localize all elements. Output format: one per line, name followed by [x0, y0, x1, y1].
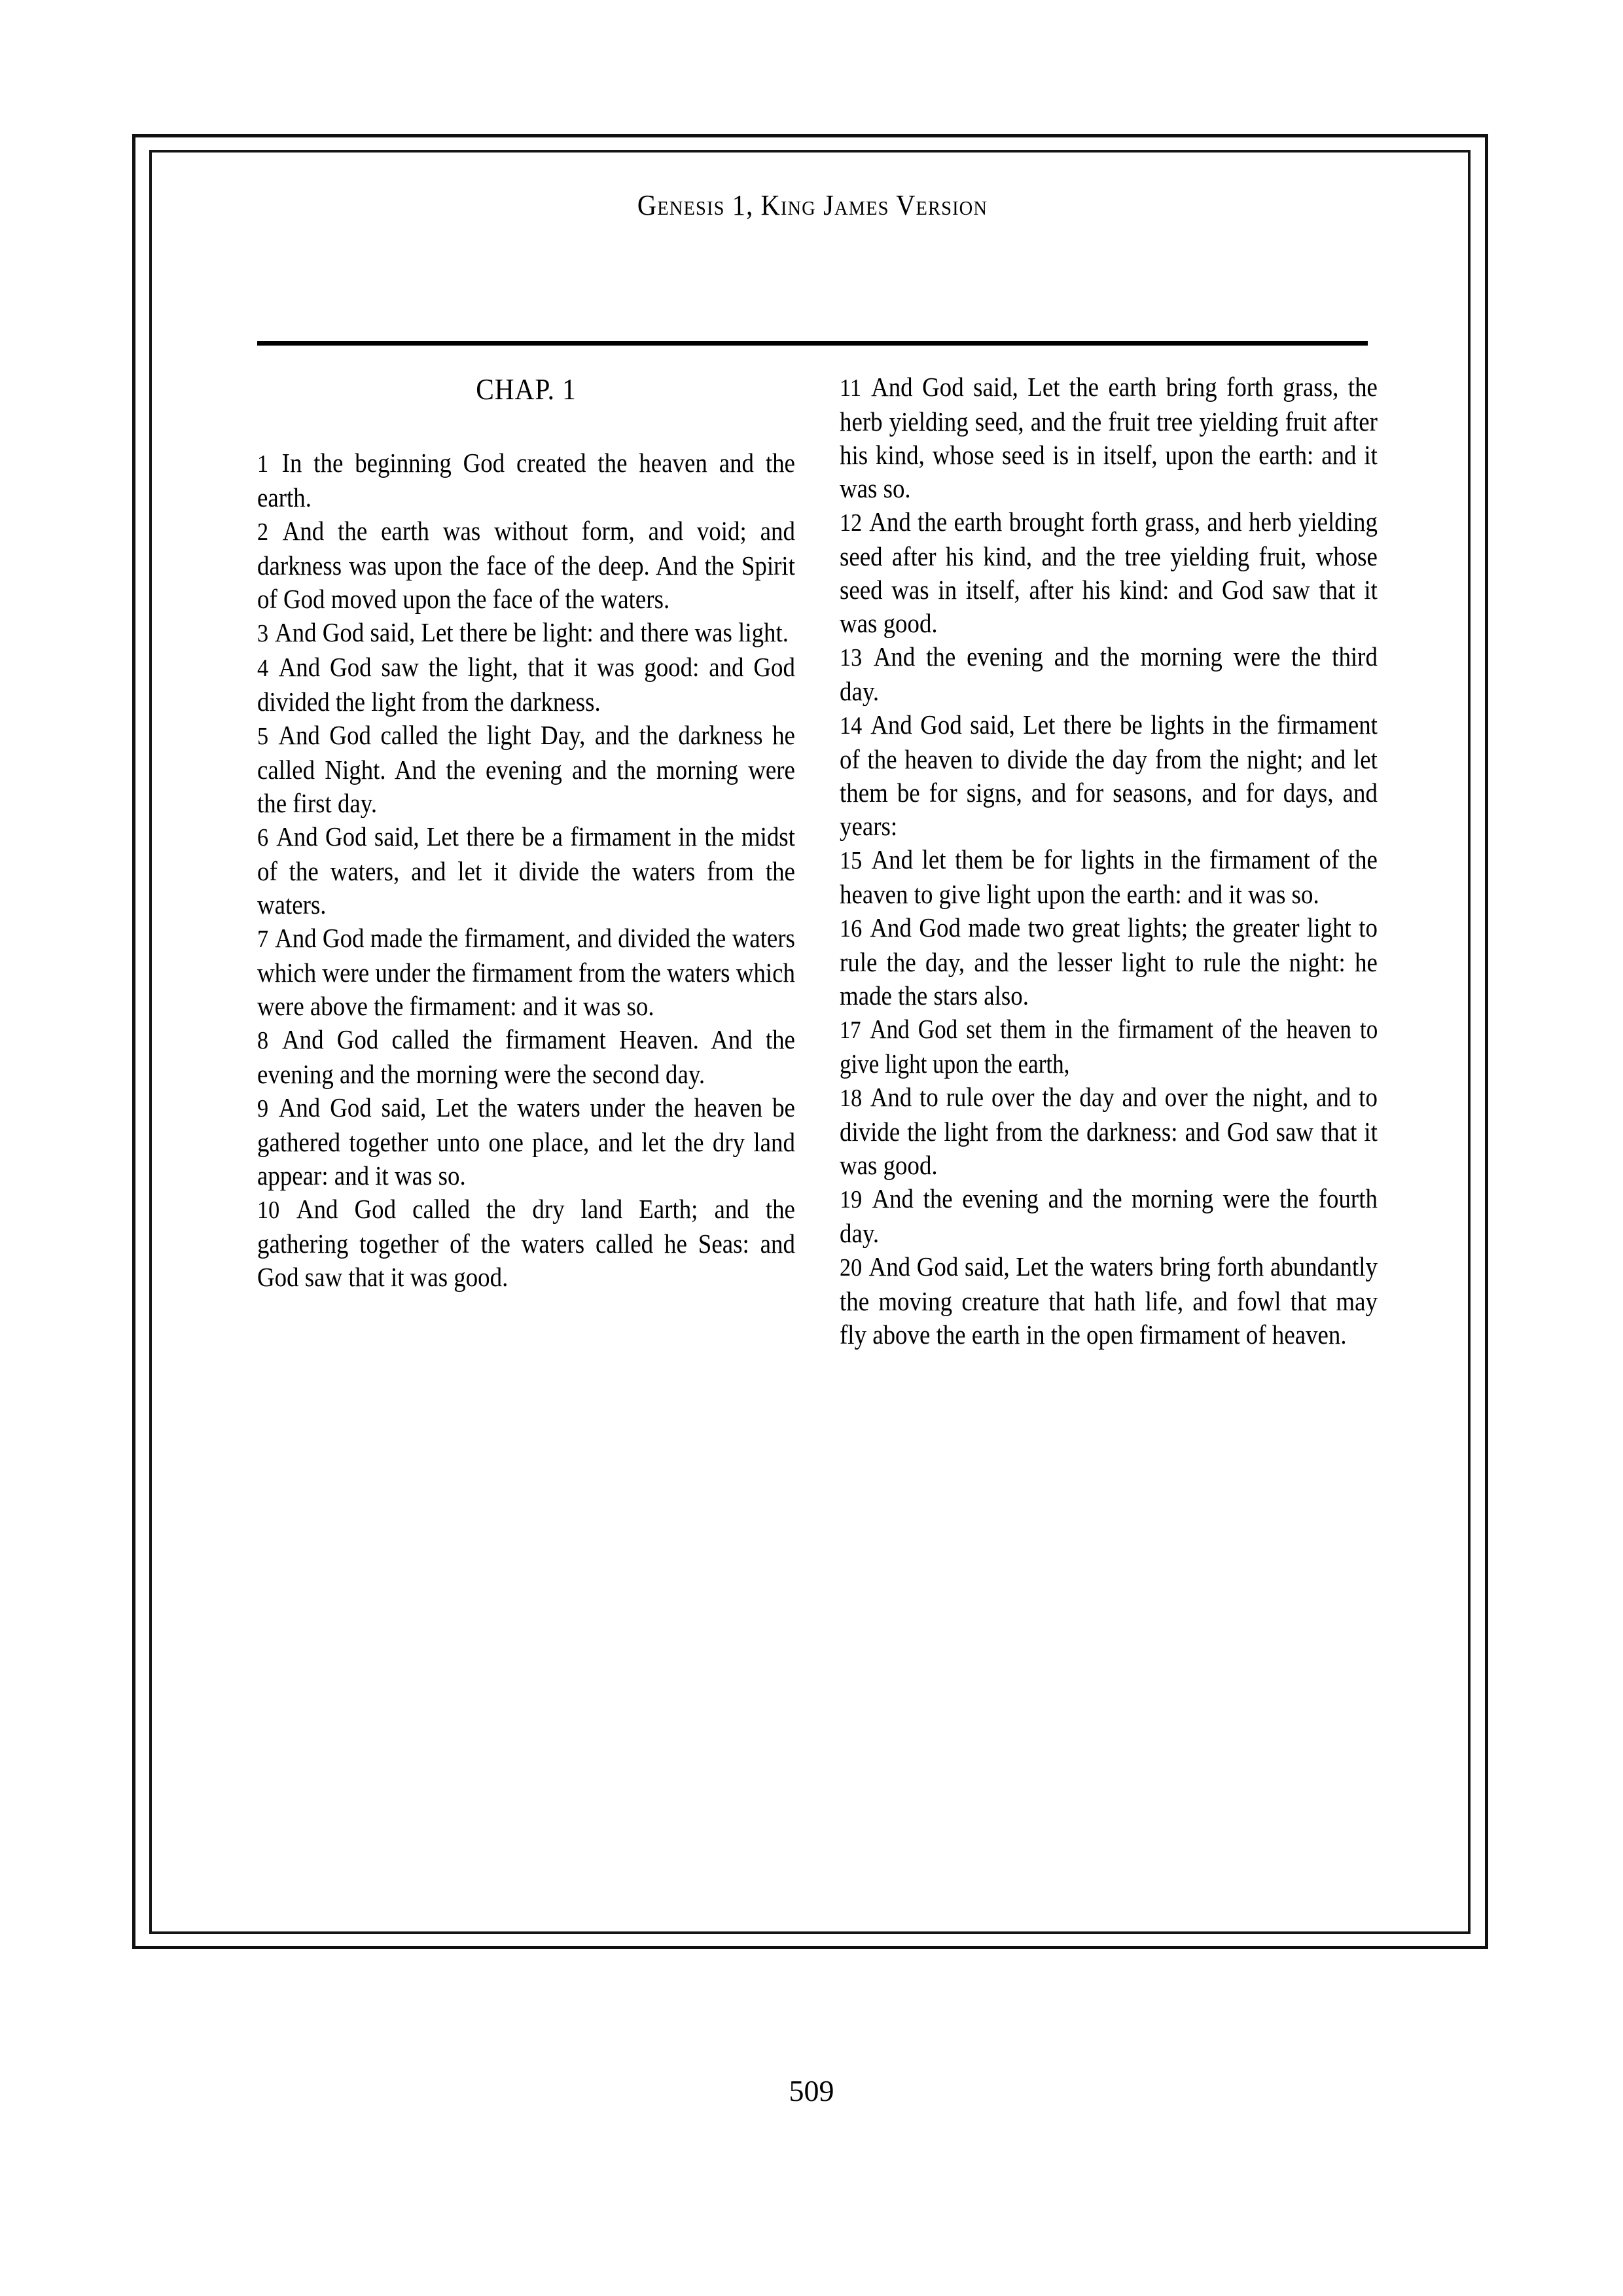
verse-number: 12 [840, 509, 863, 537]
verse-text: And the evening and the morning were the third day. [840, 641, 1378, 706]
verse-paragraph [257, 514, 795, 616]
verse-number: 19 [840, 1186, 863, 1213]
verse-text: And God said, Let the earth bring forth grass, the herb yielding seed, and the fruit tree yielding fruit after his kind, whose seed is in itself, upon the earth: and it was so. [840, 372, 1378, 503]
verse-number: 15 [840, 847, 863, 874]
verse-paragraph [840, 640, 1378, 708]
chapter-heading: CHAP. 1 [476, 372, 577, 406]
verse-paragraph [257, 446, 795, 514]
verse-number: 3 [257, 620, 269, 647]
verse-paragraph [257, 1193, 795, 1294]
column-right [840, 370, 1378, 1352]
verse-text: And God called the light Day, and the darkness he called Night. And the evening and the morning were the first day. [257, 720, 795, 818]
verse-text: And to rule over the day and over the night, and to divide the light from the darkness: and God saw that it was good. [840, 1082, 1378, 1180]
header-rule [257, 341, 1368, 346]
verse-number: 14 [840, 712, 863, 740]
verse-paragraph [840, 911, 1378, 1013]
verse-paragraph [840, 1182, 1378, 1250]
verse-number: 16 [840, 915, 863, 942]
verse-number: 9 [257, 1095, 269, 1122]
verse-list-left [257, 446, 795, 1294]
verse-text: And the earth was without form, and void; and darkness was upon the face of the deep. And the Spirit of God moved upon the face of the waters. [257, 516, 795, 614]
verse-paragraph [257, 651, 795, 719]
verse-text: And God called the dry land Earth; and the gathering together of the waters called he Seas: and God saw that it was good. [257, 1194, 795, 1292]
page-number: 509 [789, 2074, 834, 2108]
verse-number: 13 [840, 644, 863, 672]
verse-text: And God saw the light, that it was good: and God divided the light from the darkness. [257, 652, 795, 717]
verse-text: And God said, Let the waters bring forth abundantly the moving creature that hath life, and fowl that may fly above the earth in the open firmament of heaven. [840, 1251, 1378, 1350]
verse-text: And God made the firmament, and divided the waters which were under the firmament from the waters which were above the firmament: and it was so. [257, 923, 795, 1021]
verse-paragraph [257, 820, 795, 922]
verse-paragraph [840, 505, 1378, 640]
verse-number: 8 [257, 1027, 269, 1054]
text-body [257, 370, 1378, 1797]
verse-paragraph [840, 370, 1378, 505]
verse-number: 7 [257, 925, 269, 953]
verse-paragraph [840, 1250, 1378, 1352]
verse-number: 11 [840, 374, 861, 402]
verse-paragraph [257, 922, 795, 1023]
verse-number: 6 [257, 824, 269, 852]
verse-paragraph [840, 1081, 1378, 1182]
verse-text: And God called the firmament Heaven. And the evening and the morning were the second day. [257, 1024, 795, 1089]
verse-text: And let them be for lights in the firmament of the heaven to give light upon the earth: and it was so. [840, 844, 1378, 909]
verse-paragraph [257, 616, 795, 651]
verse-number: 5 [257, 723, 269, 750]
verse-number: 20 [840, 1254, 863, 1282]
column-left [257, 370, 795, 1294]
verse-text: And God said, Let there be light: and there was light. [270, 617, 789, 647]
verse-paragraph [840, 708, 1378, 843]
verse-paragraph [257, 719, 795, 820]
verse-number: 17 [840, 1016, 861, 1044]
verse-number: 10 [257, 1196, 280, 1224]
verse-number: 4 [257, 655, 269, 682]
verse-list-right [840, 370, 1378, 1352]
verse-paragraph [257, 1091, 795, 1193]
running-head: Genesis 1, King James Version [637, 189, 988, 221]
verse-text: And the evening and the morning were the fourth day. [840, 1183, 1378, 1248]
verse-number: 2 [257, 518, 269, 546]
verse-text: And God said, Let there be a firmament in the midst of the waters, and let it divide the waters from the waters. [257, 821, 795, 920]
verse-text: In the beginning God created the heaven and the earth. [257, 448, 795, 512]
verse-text: And God made two great lights; the greater light to rule the day, and the lesser light to rule the night: he made the stars also. [840, 912, 1378, 1011]
verse-text: And God said, Let the waters under the heaven be gathered together unto one place, and let the dry land appear: and it was so. [257, 1092, 795, 1191]
verse-paragraph [840, 843, 1378, 911]
verse-text: And God said, Let there be lights in the firmament of the heaven to divide the day from the night; and let them be for signs, and for seasons, and for days, and years: [840, 709, 1378, 841]
verse-text: And the earth brought forth grass, and herb yielding seed after his kind, and the tree yielding fruit, whose seed was in itself, after his kind: and God saw that it was good. [840, 507, 1378, 638]
verse-paragraph [840, 1013, 1378, 1081]
verse-number: 18 [840, 1085, 863, 1112]
verse-paragraph [257, 1023, 795, 1091]
verse-number: 1 [257, 450, 269, 478]
verse-text: And God set them in the firmament of the heaven to give light upon the earth, [840, 1014, 1378, 1079]
